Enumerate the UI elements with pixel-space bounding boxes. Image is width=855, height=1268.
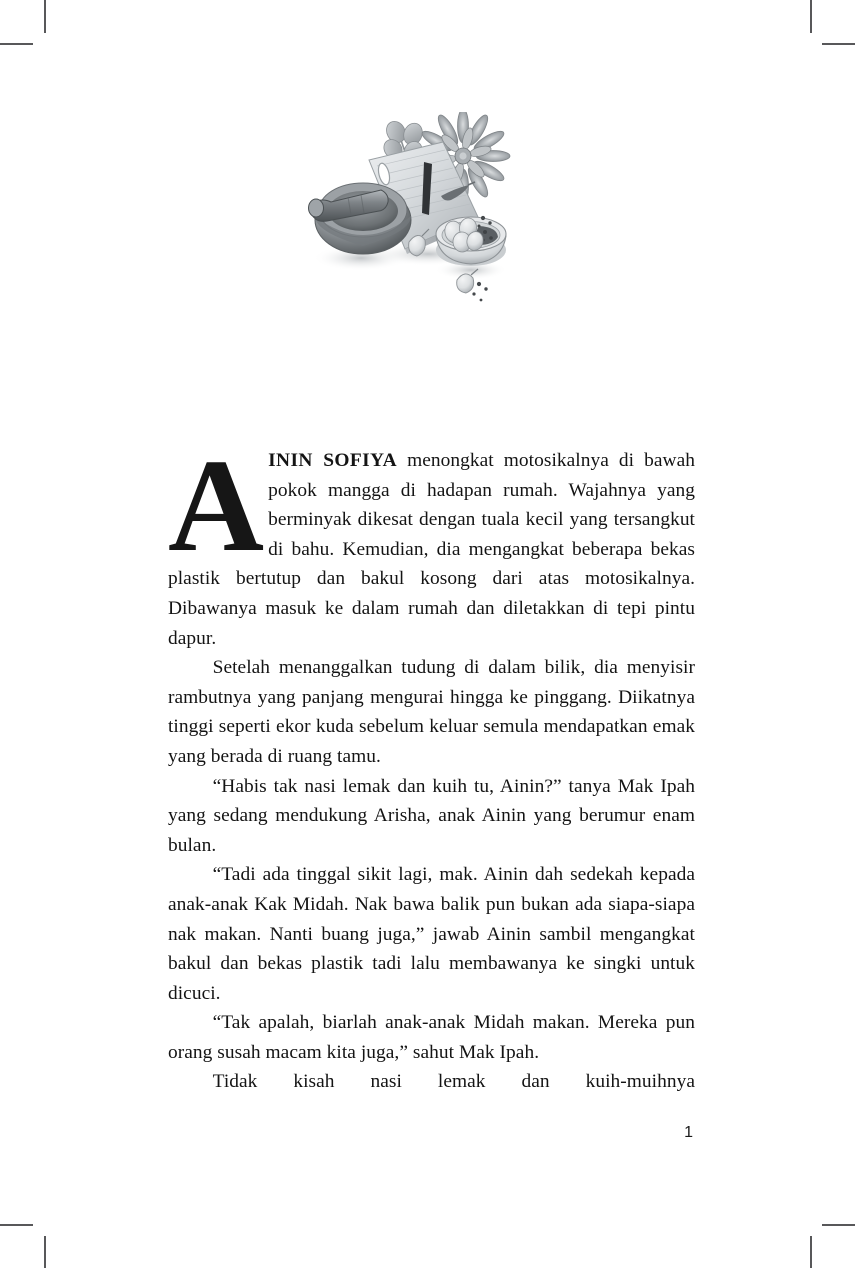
mortar-and-pestle-icon [309,183,412,254]
chapter-body-text [168,431,695,1097]
crop-mark-bottom-left-vertical [44,1236,46,1268]
paragraph-1-text: menongkat motosikalnya di bawah pokok mangga di hadapan rumah. Wajahnya yang berminyak dikesat dengan tuala kecil yang tersangkut di bahu. Kemudian, dia mengangkat beberapa bekas plastik bertutup dan bakul kosong dari atas motosikalnya. Dibawanya masuk ke dalam rumah dan diletakkan di tepi pintu dapur. [168,450,695,649]
paragraph-3: “Habis tak nasi lemak dan kuih tu, Ainin?” tanya Mak Ipah yang sedang mendukung Arisha, anak Ainin yang berumur enam bulan. [168,775,695,856]
crop-mark-bottom-left-horizontal [0,1224,33,1226]
spice-bowl-icon [436,217,506,266]
paragraph-1 [168,431,695,653]
paragraph-6: Tidak kisah nasi lemak dan kuih-muihnya [212,1071,695,1093]
paragraph-2: Setelah menanggalkan tudung di dalam bilik, dia menyisir rambutnya yang panjang mengurai hingga ke pinggang. Diikatnya tinggi seperti ekor kuda sebelum keluar semula mendapatkan emak yang berada di ruang tamu. [168,657,695,767]
crop-mark-top-right-horizontal [822,43,855,45]
crop-mark-bottom-right-vertical [810,1236,812,1268]
crop-mark-top-right-vertical [810,0,812,33]
paragraph-4: “Tadi ada tinggal sikit lagi, mak. Ainin dah sedekah kepada anak-anak Kak Midah. Nak bawa balik pun bukan ada siapa-siapa nak makan. Nanti buang juga,” jawab Ainin sambil mengangkat bakul dan bekas plastik tadi lalu membawanya ke singki untuk dicuci. [168,864,695,1004]
crop-mark-top-left-horizontal [0,43,33,45]
kitchen-spices-illustration [293,112,538,317]
paragraph-5: “Tak apalah, biarlah anak-anak Midah makan. Mereka pun orang susah macam kita juga,” sahut Mak Ipah. [168,1012,695,1063]
crop-mark-top-left-vertical [44,0,46,33]
crop-mark-bottom-right-horizontal [822,1224,855,1226]
page-number: 1 [684,1124,693,1141]
drop-cap: A [168,431,265,579]
lead-small-caps: ININ SOFIYA [268,450,398,471]
